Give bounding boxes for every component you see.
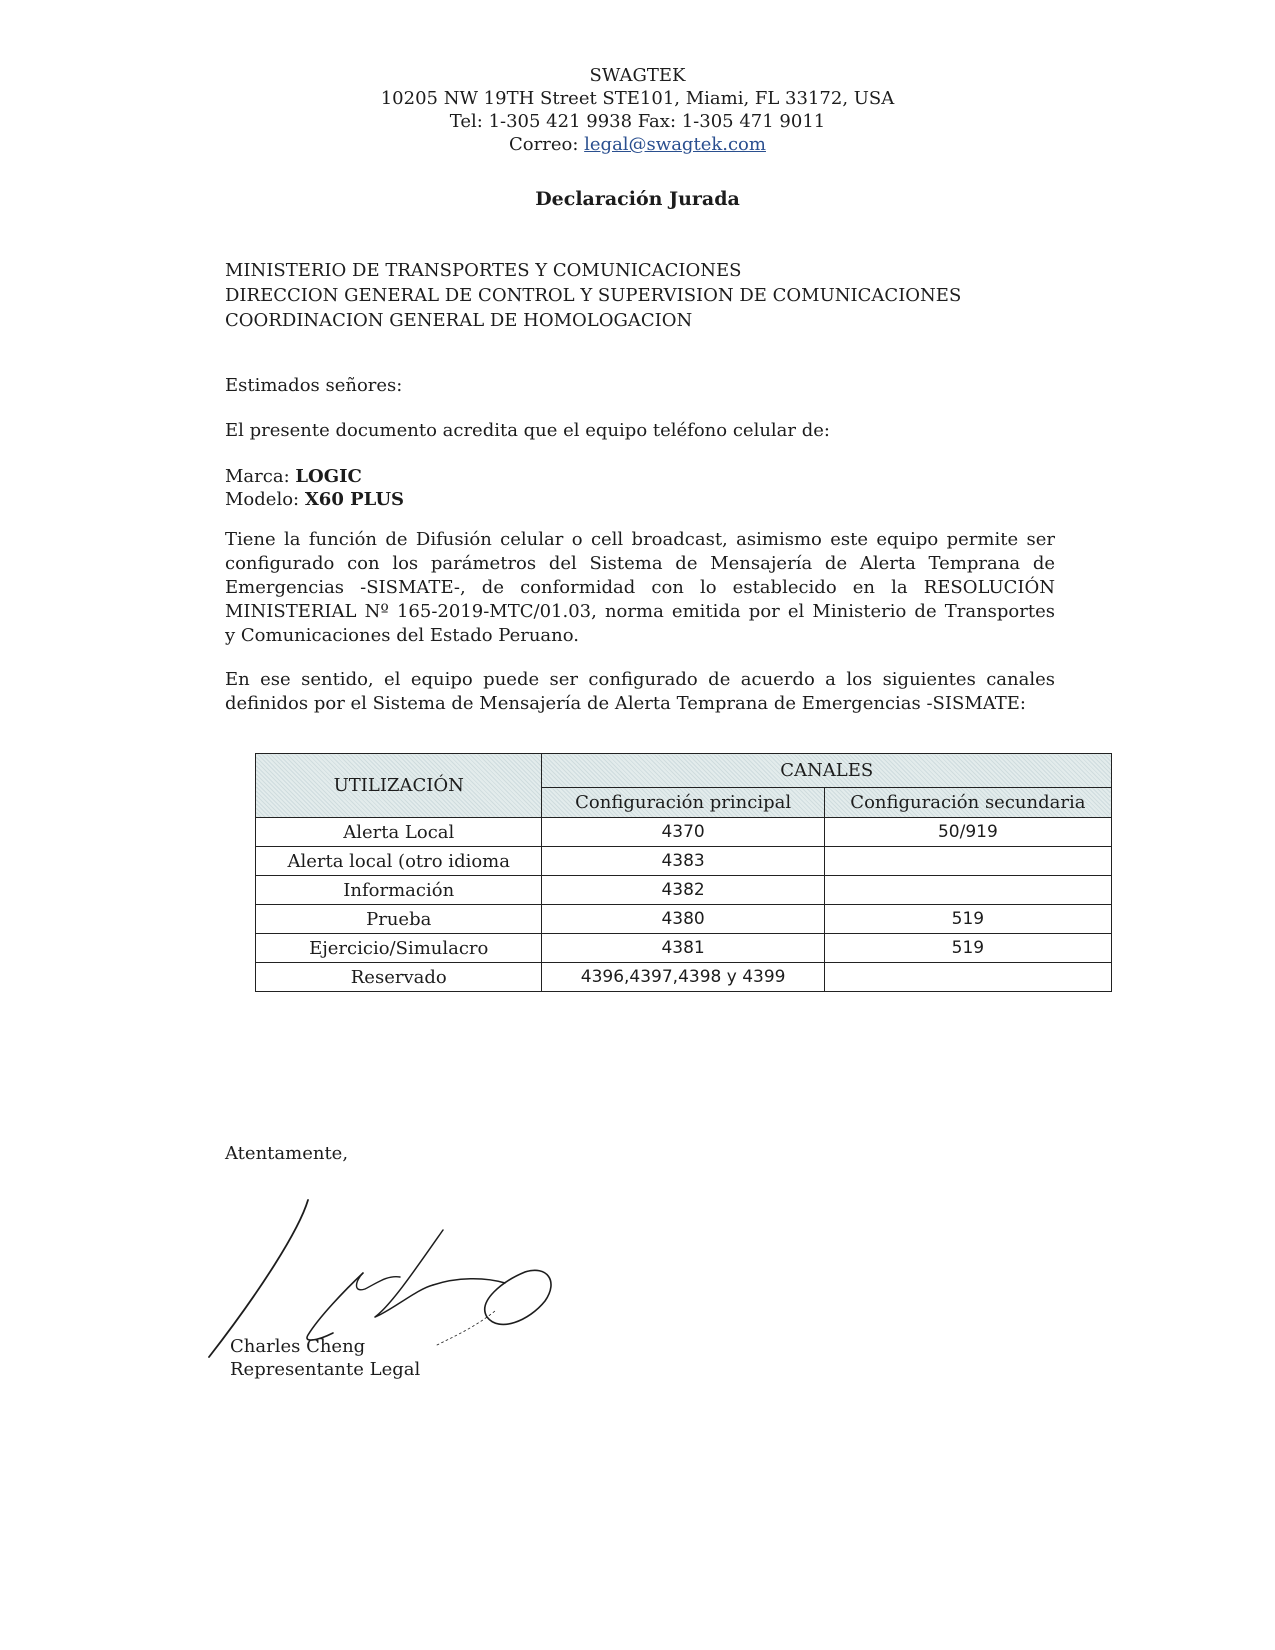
model-label: Modelo: (225, 489, 300, 510)
table-row (256, 847, 1112, 876)
header-secondary-config: Configuración secundaria (824, 788, 1111, 818)
cell-use: Alerta local (otro idioma (256, 847, 542, 876)
cell-secondary: 519 (824, 934, 1111, 963)
recipient-line: MINISTERIO DE TRANSPORTES Y COMUNICACIONES (225, 260, 742, 281)
closing: Atentamente, (225, 1143, 349, 1164)
signature-stroke (375, 1230, 443, 1317)
signer-role: Representante Legal (230, 1359, 421, 1380)
signer-name: Charles Cheng (230, 1336, 366, 1357)
signer-block (230, 1335, 420, 1381)
signature-stroke (357, 1273, 401, 1290)
recipient-line: DIRECCION GENERAL DE CONTROL Y SUPERVISION DE COMUNICACIONES (225, 285, 962, 306)
recipient-line: COORDINACION GENERAL DE HOMOLOGACION (225, 310, 693, 331)
header-utilization: UTILIZACIÓN (256, 754, 542, 818)
cell-secondary (824, 963, 1111, 992)
cell-primary: 4396,4397,4398 y 4399 (542, 963, 824, 992)
signature-stroke (307, 1273, 363, 1340)
body-paragraph-1 (225, 528, 1055, 648)
company-address: 10205 NW 19TH Street STE101, Miami, FL 33172, USA (380, 88, 895, 109)
signature-stroke (485, 1270, 551, 1324)
recipient-block (225, 258, 961, 333)
device-info (225, 465, 404, 511)
email-label: Correo: (509, 134, 579, 155)
model-line (225, 488, 404, 511)
cell-secondary: 50/919 (824, 818, 1111, 847)
email-link[interactable]: legal@swagtek.com (584, 134, 766, 155)
cell-secondary: 519 (824, 905, 1111, 934)
body-paragraph-2 (225, 668, 1055, 716)
signature-stroke (433, 1279, 505, 1285)
cell-primary: 4380 (542, 905, 824, 934)
paragraph-line: configurado con los parámetros del Sistema de Mensajería de Alerta Temprana de (225, 553, 1055, 574)
header-primary-config: Configuración principal (542, 788, 824, 818)
company-email-line (0, 133, 1275, 156)
brand-value: LOGIC (295, 466, 362, 487)
paragraph-line: y Comunicaciones del Estado Peruano. (225, 625, 579, 646)
header-channels: CANALES (542, 754, 1112, 788)
cell-use: Prueba (256, 905, 542, 934)
cell-secondary (824, 847, 1111, 876)
channels-table (255, 753, 1112, 992)
cell-use: Información (256, 876, 542, 905)
signature-stroke (209, 1200, 308, 1357)
company-phone: Tel: 1-305 421 9938 Fax: 1-305 471 9011 (449, 111, 826, 132)
table-row (256, 905, 1112, 934)
model-value: X60 PLUS (304, 489, 405, 510)
cell-primary: 4381 (542, 934, 824, 963)
table-row (256, 963, 1112, 992)
brand-line (225, 465, 404, 488)
cell-secondary (824, 876, 1111, 905)
paragraph-line: Emergencias -SISMATE-, de conformidad con lo establecido en la RESOLUCIÓN (225, 577, 1055, 598)
intro-paragraph: El presente documento acredita que el equipo teléfono celular de: (225, 420, 830, 441)
table-row (256, 876, 1112, 905)
table-row (256, 818, 1112, 847)
brand-label: Marca: (225, 466, 290, 487)
cell-primary: 4382 (542, 876, 824, 905)
paragraph-line: Tiene la función de Difusión celular o cell broadcast, asimismo este equipo permite ser (225, 529, 1055, 550)
cell-use: Alerta Local (256, 818, 542, 847)
cell-use: Ejercicio/Simulacro (256, 934, 542, 963)
paragraph-line: En ese sentido, el equipo puede ser configurado de acuerdo a los siguientes canales (225, 669, 1055, 690)
cell-use: Reservado (256, 963, 542, 992)
document-title: Declaración Jurada (535, 188, 740, 210)
table-row (256, 934, 1112, 963)
cell-primary: 4370 (542, 818, 824, 847)
letterhead (0, 64, 1275, 156)
paragraph-line: definidos por el Sistema de Mensajería de Alerta Temprana de Emergencias -SISMATE: (225, 693, 1026, 714)
greeting: Estimados señores: (225, 375, 403, 396)
cell-primary: 4383 (542, 847, 824, 876)
paragraph-line: MINISTERIAL Nº 165-2019-MTC/01.03, norma emitida por el Ministerio de Transportes (225, 601, 1055, 622)
company-name: SWAGTEK (589, 65, 686, 86)
